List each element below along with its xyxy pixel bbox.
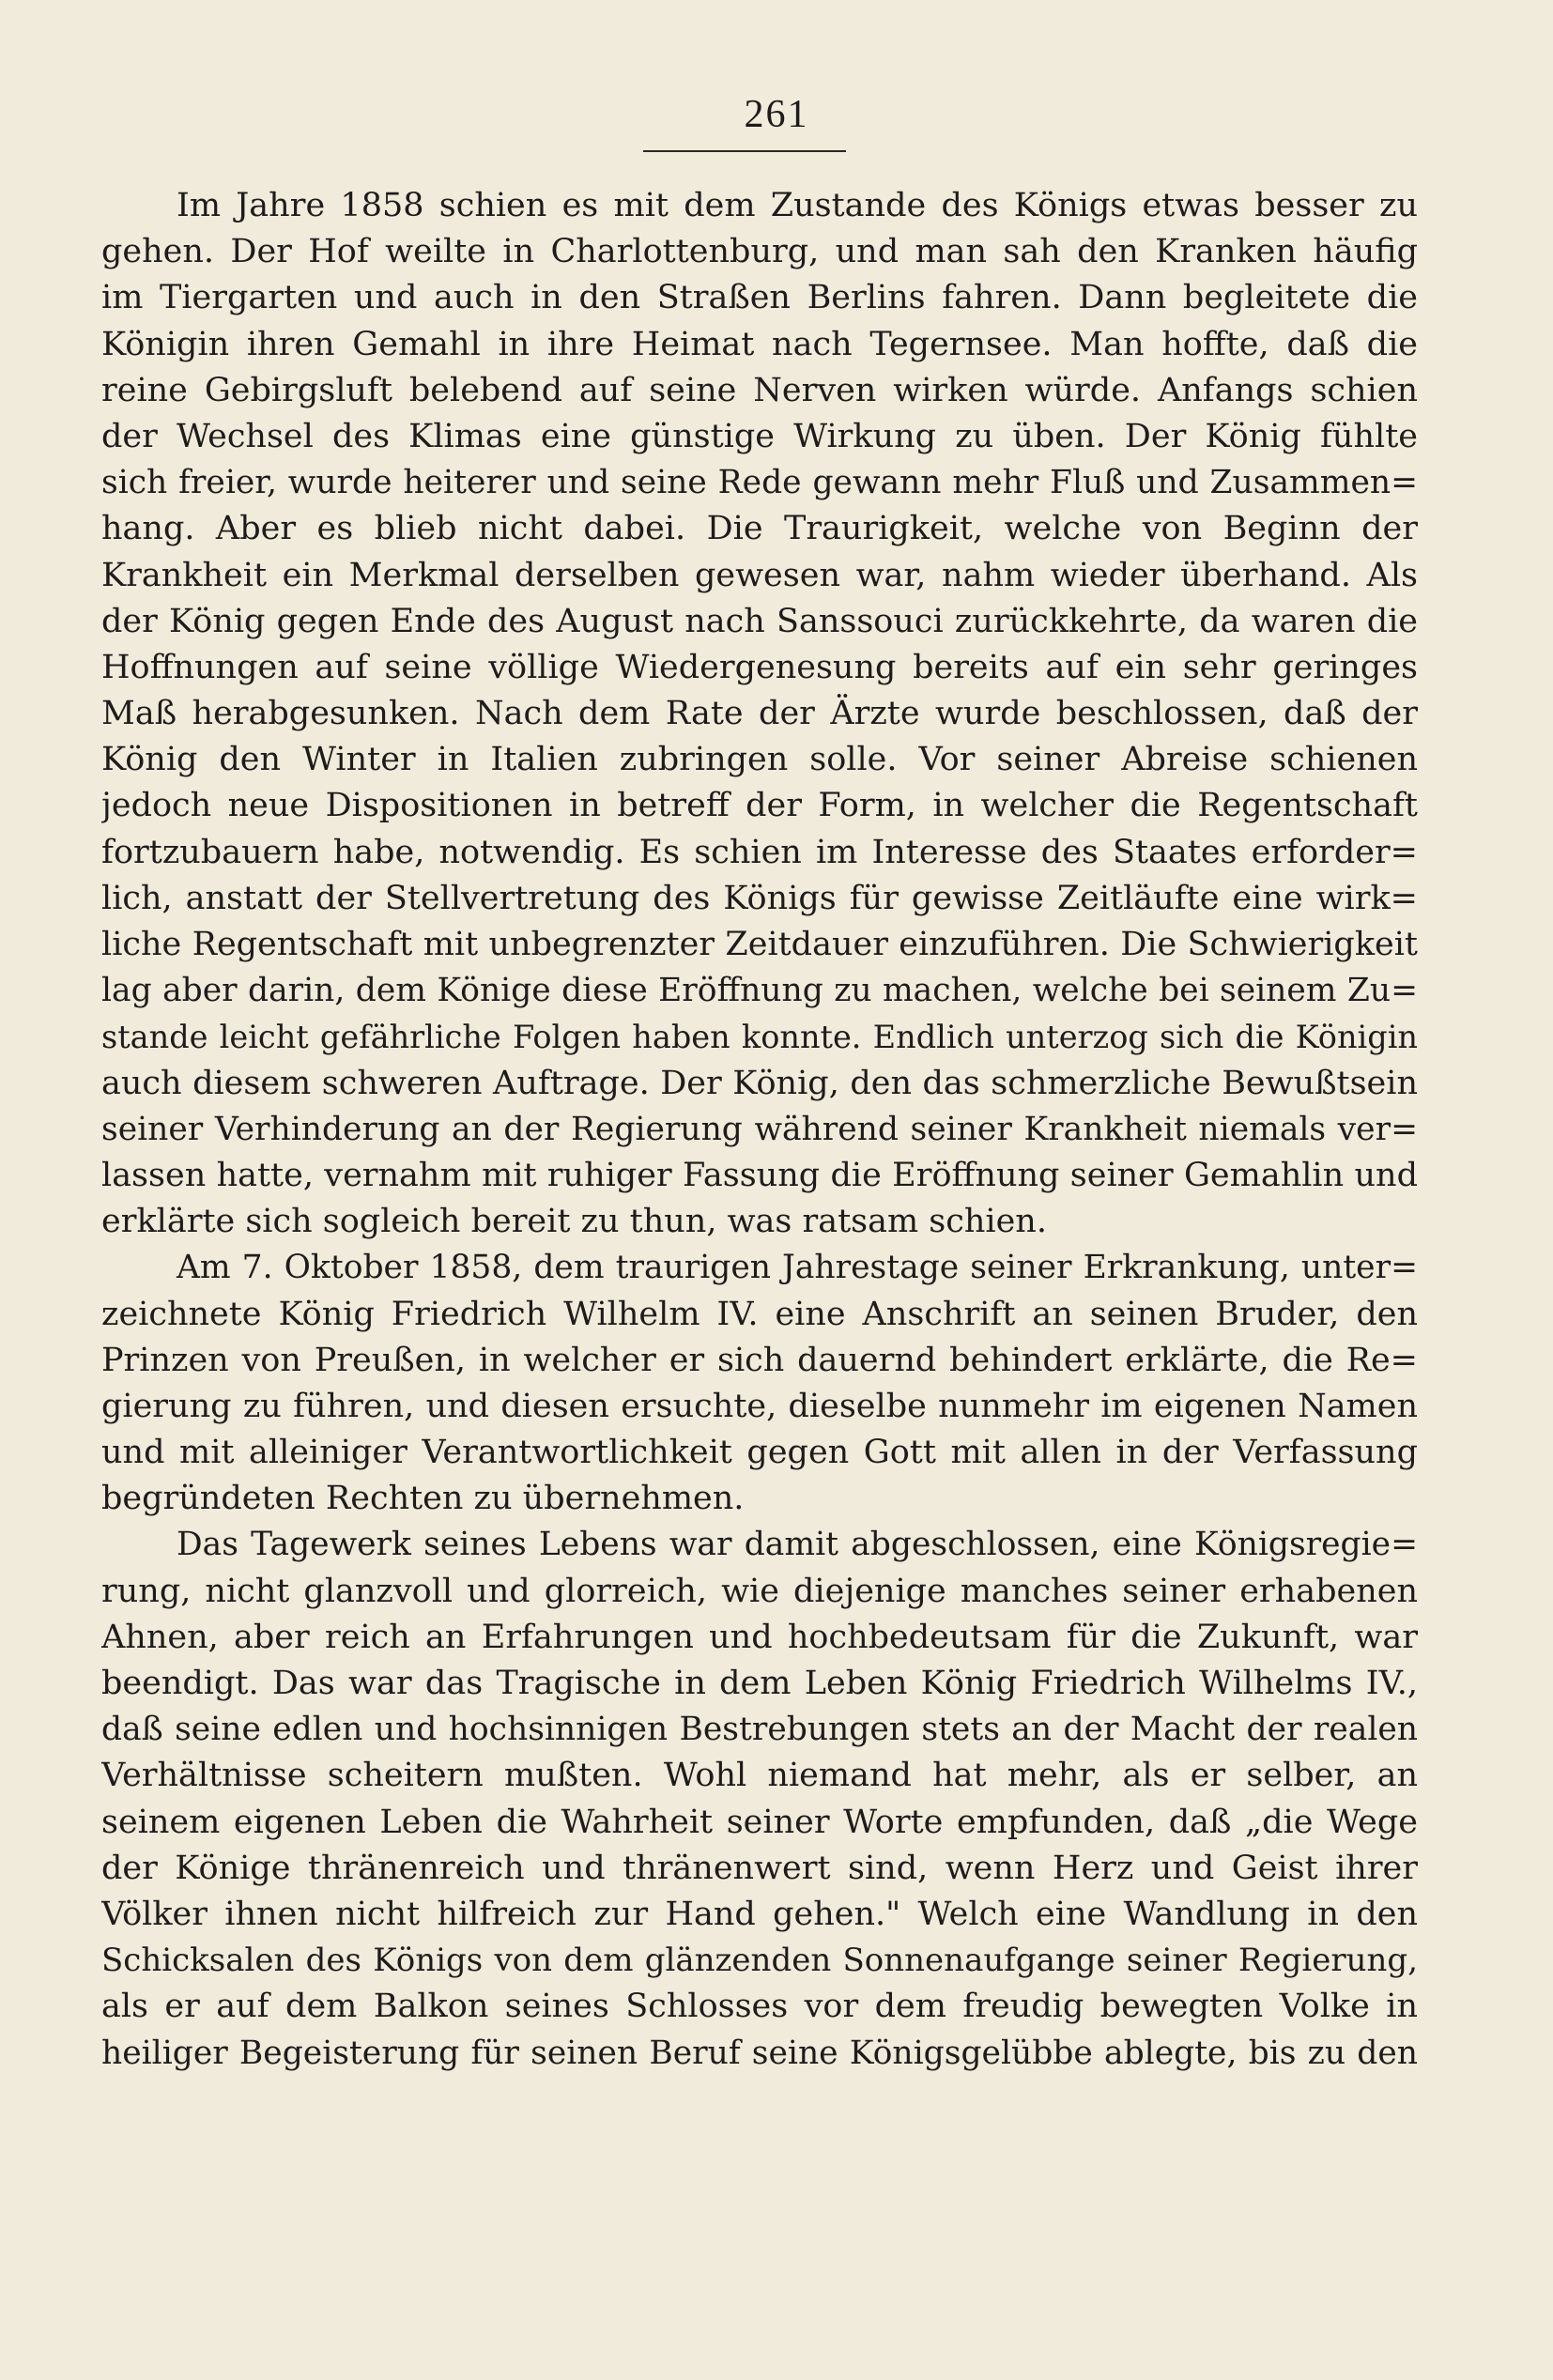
text-line: lich, anstatt der Stellvertretung des Königs für gewisse Zeitläufte eine wirk=	[101, 879, 1418, 917]
text-line: der König gegen Ende des August nach Sanssouci zurückkehrte, da waren die	[101, 602, 1418, 640]
text-line: der Könige thränenreich und thränenwert sind, wenn Herz und Geist ihrer	[101, 1849, 1418, 1887]
text-line: Hoffnungen auf seine völlige Wiedergenesung bereits auf ein sehr geringes	[101, 648, 1418, 686]
header-rule	[643, 150, 846, 152]
paragraph-3	[101, 1522, 1418, 2076]
text-line: zeichnete König Friedrich Wilhelm IV. eine Anschrift an seinen Bruder, den	[101, 1295, 1418, 1333]
text-line: Völker ihnen nicht hilfreich zur Hand gehen." Welch eine Wandlung in den	[101, 1895, 1418, 1933]
text-line: Prinzen von Preußen, in welcher er sich dauernd behindert erklärte, die Re=	[101, 1341, 1418, 1379]
text-line: auch diesem schweren Auftrage. Der König, den das schmerzliche Bewußtsein	[101, 1064, 1418, 1102]
text-line: heiliger Begeisterung für seinen Beruf seine Königsgelübbe ablegte, bis zu den	[101, 2034, 1418, 2072]
text-line: daß seine edlen und hochsinnigen Bestrebungen stets an der Macht der realen	[101, 1711, 1418, 1749]
text-line: fortzubauern habe, notwendig. Es schien im Interesse des Staates erforder=	[101, 833, 1418, 871]
text-line: seiner Verhinderung an der Regierung während seiner Krankheit niemals ver=	[101, 1110, 1418, 1148]
text-line: Im Jahre 1858 schien es mit dem Zustande des Königs etwas besser zu	[177, 187, 1418, 224]
text-line: jedoch neue Dispositionen in betreff der Form, in welcher die Regentschaft	[101, 787, 1418, 825]
text-line: seinem eigenen Leben die Wahrheit seiner Worte empfunden, daß „die Wege	[101, 1803, 1418, 1841]
text-line: rung, nicht glanzvoll und glorreich, wie diejenige manches seiner erhabenen	[101, 1572, 1418, 1610]
text-line: Schicksalen des Königs von dem glänzenden Sonnenaufgange seiner Regierung,	[101, 1942, 1418, 1980]
text-line: Krankheit ein Merkmal derselben gewesen war, nahm wieder überhand. Als	[101, 556, 1418, 594]
text-line: stande leicht gefährliche Folgen haben konnte. Endlich unterzog sich die Königin	[101, 1019, 1418, 1056]
text-line: im Tiergarten und auch in den Straßen Berlins fahren. Dann begleitete die	[101, 279, 1418, 317]
body-text	[101, 183, 1418, 2077]
text-line: Ahnen, aber reich an Erfahrungen und hochbedeutsam für die Zukunft, war	[101, 1618, 1418, 1656]
text-line: lassen hatte, vernahm mit ruhiger Fassung die Eröffnung seiner Gemahlin und	[101, 1156, 1418, 1194]
text-line: hang. Aber es blieb nicht dabei. Die Traurigkeit, welche von Beginn der	[101, 510, 1418, 548]
text-line: als er auf dem Balkon seines Schlosses vor dem freudig bewegten Volke in	[101, 1988, 1418, 2026]
text-line: beendigt. Das war das Tragische in dem Leben König Friedrich Wilhelms IV.,	[101, 1665, 1418, 1702]
text-line: der Wechsel des Klimas eine günstige Wirkung zu üben. Der König fühlte	[101, 417, 1418, 455]
text-line: Verhältnisse scheitern mußten. Wohl niemand hat mehr, als er selber, an	[101, 1757, 1418, 1795]
text-line: Königin ihren Gemahl in ihre Heimat nach Tegernsee. Man hoffte, daß die	[101, 325, 1418, 363]
text-line: erklärte sich sogleich bereit zu thun, was ratsam schien.	[101, 1203, 1047, 1241]
text-line: lag aber darin, dem Könige diese Eröffnung zu machen, welche bei seinem Zu=	[101, 972, 1418, 1010]
text-line: begründeten Rechten zu übernehmen.	[101, 1480, 745, 1518]
text-line: reine Gebirgsluft belebend auf seine Nerven wirken würde. Anfangs schien	[101, 371, 1418, 409]
text-line: und mit alleiniger Verantwortlichkeit gegen Gott mit allen in der Verfassung	[101, 1434, 1418, 1472]
paragraph-2	[101, 1245, 1418, 1522]
text-line: König den Winter in Italien zubringen solle. Vor seiner Abreise schienen	[101, 741, 1418, 779]
text-line: Maß herabgesunken. Nach dem Rate der Ärzte wurde beschlossen, daß der	[101, 695, 1418, 733]
text-line: liche Regentschaft mit unbegrenzter Zeitdauer einzuführen. Die Schwierigkeit	[101, 926, 1418, 963]
page-number: 261	[744, 93, 809, 136]
text-line: Das Tagewerk seines Lebens war damit abgeschlossen, eine Königsregie=	[177, 1526, 1418, 1564]
text-line: sich freier, wurde heiterer und seine Rede gewann mehr Fluß und Zusammen=	[101, 464, 1418, 502]
text-line: Am 7. Oktober 1858, dem traurigen Jahrestage seiner Erkrankung, unter=	[177, 1249, 1418, 1287]
text-line: gierung zu führen, und diesen ersuchte, dieselbe nunmehr im eigenen Namen	[101, 1387, 1418, 1425]
paragraph-1	[101, 183, 1418, 1245]
text-line: gehen. Der Hof weilte in Charlottenburg, und man sah den Kranken häufig	[101, 233, 1418, 271]
